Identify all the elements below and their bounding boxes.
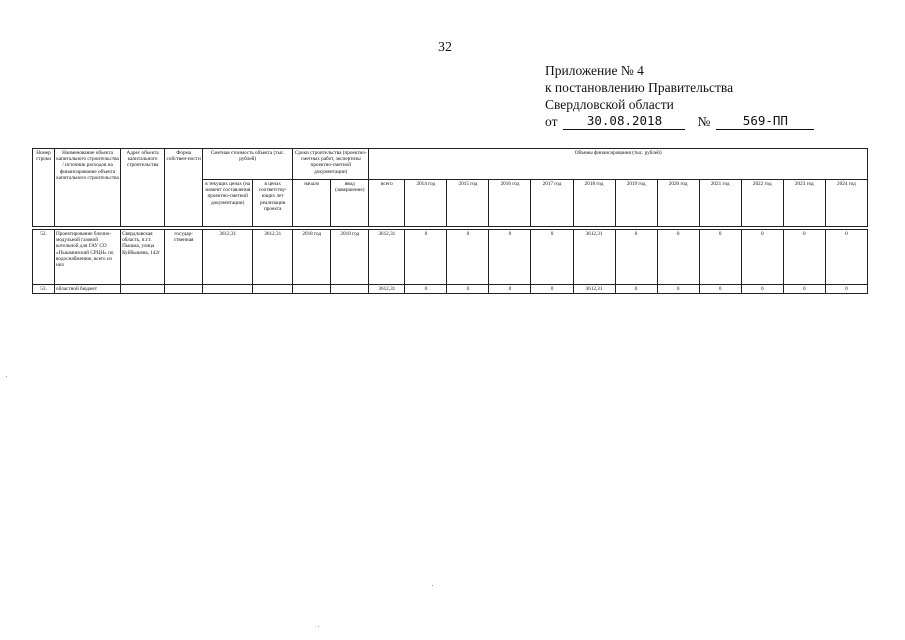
cell-year: 0	[699, 285, 741, 294]
cell-cost-realization: 3612,31	[253, 230, 293, 285]
table-row	[33, 285, 868, 294]
cell-number: 53.	[33, 285, 55, 294]
header-end: ввод (завершение)	[331, 180, 369, 227]
cell-year: 0	[615, 285, 657, 294]
cell-year: 0	[783, 230, 825, 285]
resolution-number: 569-ПП	[716, 113, 814, 130]
cell-end: 2018 год	[331, 230, 369, 285]
cell-year: 0	[405, 285, 447, 294]
cell-year: 3612,31	[573, 230, 615, 285]
cell-total: 3612,31	[369, 230, 405, 285]
cell-cost-current: 3612,31	[203, 230, 253, 285]
page-number: 32	[438, 40, 452, 55]
cell-ownership	[165, 285, 203, 294]
financing-table	[32, 148, 868, 294]
cell-year: 0	[657, 230, 699, 285]
appendix-title: Приложение № 4	[545, 63, 644, 78]
header-year: 2014 год	[405, 180, 447, 227]
cell-year: 0	[405, 230, 447, 285]
scan-speck	[432, 585, 433, 586]
cell-year: 0	[825, 285, 867, 294]
header-object-name: Наименование объекта капитального строительства / источник расходов на финансирование объекта капитального строительства	[55, 149, 121, 227]
header-ownership: Форма собствен-ности	[165, 149, 203, 227]
cell-cost-current	[203, 285, 253, 294]
cell-year: 0	[447, 285, 489, 294]
cell-cost-realization	[253, 285, 293, 294]
cell-year: 3612,31	[573, 285, 615, 294]
header-cost-current: в текущих ценах (на момент составления проектно-сметной документации)	[203, 180, 253, 227]
appendix-header	[545, 62, 814, 130]
header-year: 2018 год	[573, 180, 615, 227]
header-year: 2024 год	[825, 180, 867, 227]
header-year: 2022 год	[741, 180, 783, 227]
cell-year: 0	[783, 285, 825, 294]
header-terms-group: Сроки строительства (проектно-сметных работ, экспертизы проектно-сметной документации)	[293, 149, 369, 180]
header-year: 2017 год	[531, 180, 573, 227]
number-sign: №	[697, 114, 711, 129]
cell-year: 0	[489, 230, 531, 285]
scan-speck	[318, 626, 319, 627]
header-year: 2020 год	[657, 180, 699, 227]
appendix-resolution: к постановлению Правительства	[545, 80, 734, 95]
cell-year: 0	[447, 230, 489, 285]
date-prefix: от	[545, 114, 558, 129]
cell-ownership: государ-ственная	[165, 230, 203, 285]
cell-address: Свердловская область, п.г.т. Пышма, улица Куйбышева, 142г	[121, 230, 165, 285]
header-cost-group: Сметная стоимость объекта (тыс. рублей)	[203, 149, 293, 180]
header-year: 2019 год	[615, 180, 657, 227]
cell-year: 0	[615, 230, 657, 285]
header-start: начало	[293, 180, 331, 227]
cell-year: 0	[657, 285, 699, 294]
header-row-number: Номер строки	[33, 149, 55, 227]
header-year: 2015 год	[447, 180, 489, 227]
cell-total: 3612,31	[369, 285, 405, 294]
resolution-date: 30.08.2018	[563, 113, 685, 130]
cell-year: 0	[489, 285, 531, 294]
cell-year: 0	[741, 230, 783, 285]
appendix-region: Свердловской области	[545, 97, 674, 112]
appendix-date-line	[545, 113, 814, 130]
header-address: Адрес объекта капитального строительства	[121, 149, 165, 227]
cell-year: 0	[531, 285, 573, 294]
cell-year: 0	[825, 230, 867, 285]
cell-number: 52.	[33, 230, 55, 285]
cell-name: Проектирование блочно-модульной газовой котельной для ГАУ СО «Пышминский СРЦН» по водоснабжению, всего из них	[55, 230, 121, 285]
cell-start	[293, 285, 331, 294]
cell-start: 2018 год	[293, 230, 331, 285]
cell-year: 0	[741, 285, 783, 294]
scan-speck	[6, 376, 7, 377]
cell-address	[121, 285, 165, 294]
header-row-top	[33, 149, 868, 180]
table-row	[33, 230, 868, 285]
header-year: 2021 год	[699, 180, 741, 227]
header-volumes-group: Объемы финансирования (тыс. рублей)	[369, 149, 868, 180]
header-cost-realization: в ценах соответству-ющих лет реализации проекта	[253, 180, 293, 227]
header-year: 2023 год	[783, 180, 825, 227]
cell-end	[331, 285, 369, 294]
cell-year: 0	[531, 230, 573, 285]
cell-name: областной бюджет	[55, 285, 121, 294]
header-total: всего	[369, 180, 405, 227]
header-year: 2016 год	[489, 180, 531, 227]
cell-year: 0	[699, 230, 741, 285]
